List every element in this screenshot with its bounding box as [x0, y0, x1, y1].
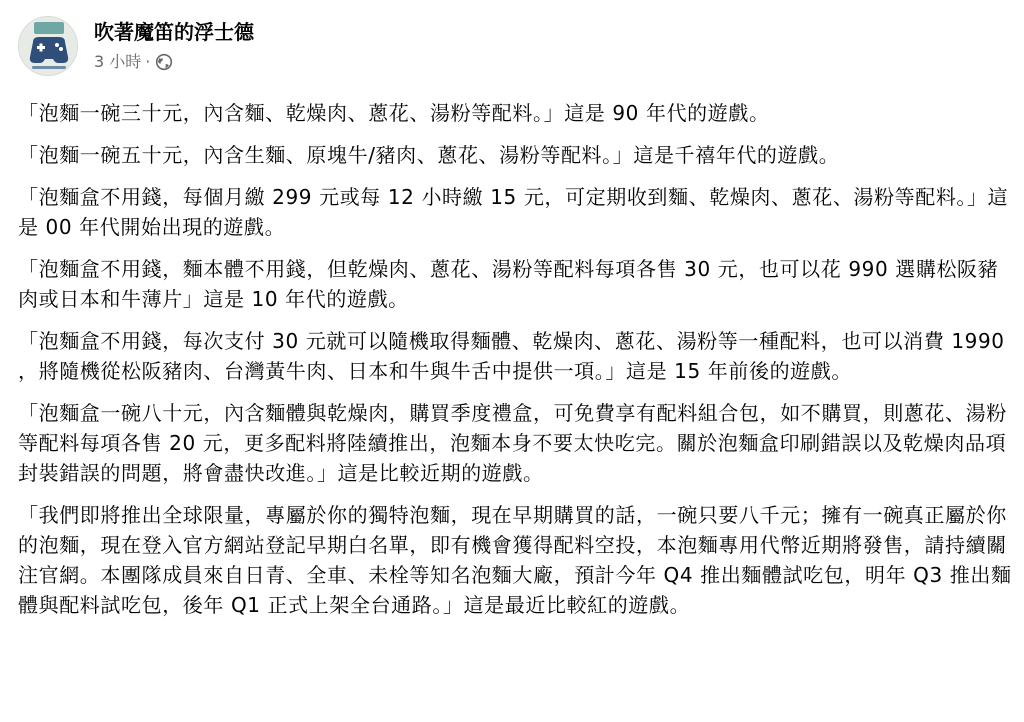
post-paragraph-6: 「泡麵盒一碗八十元，內含麵體與乾燥肉，購買季度禮盒，可免費享有配料組合包，如不購買，則蔥花、湯粉等配料每項各售 20 元，更多配料將陸續推出，泡麵本身不要太快吃完。關於泡麵盒印刷錯誤以及乾燥肉品項封裝錯誤的問題，將會盡快改進。」這是比較近期的遊戲。 [18, 401, 1007, 485]
gamepad-icon [19, 17, 78, 76]
globe-icon[interactable] [155, 53, 173, 71]
avatar[interactable] [18, 16, 78, 76]
meta-separator: · [145, 52, 151, 71]
post-paragraph-4: 「泡麵盒不用錢，麵本體不用錢，但乾燥肉、蔥花、湯粉等配料每項各售 30 元，也可以花 990 選購松阪豬肉或日本和牛薄片」這是 10 年代的遊戲。 [18, 257, 999, 311]
post-header [18, 14, 254, 78]
timestamp[interactable]: 3 小時 [94, 52, 142, 71]
post-paragraph-2: 「泡麵一碗五十元，內含生麵、原塊牛/豬肉、蔥花、湯粉等配料。」這是千禧年代的遊戲。 [18, 143, 840, 167]
post-paragraph-7: 「我們即將推出全球限量，專屬於你的獨特泡麵，現在早期購買的話，一碗只要八千元；擁有一碗真正屬於你的泡麵，現在登入官方網站登記早期白名單，即有機會獲得配料空投，本泡麵專用代幣近期將發售，請持續關注官網。本團隊成員來自日青、全車、未栓等知名泡麵大廠，預計今年 Q4 推出麵體試吃包，明年 Q3 推出麵體與配料試吃包，後年 Q1 正式上架全台通路。」這是最近比較紅的遊戲。 [18, 503, 1012, 617]
post-body [18, 98, 1014, 632]
post-paragraph-1: 「泡麵一碗三十元，內含麵、乾燥肉、蔥花、湯粉等配料。」這是 90 年代的遊戲。 [18, 101, 770, 125]
page-name[interactable]: 吹著魔笛的浮士德 [94, 20, 254, 44]
post-meta [94, 50, 254, 74]
post-paragraph-5: 「泡麵盒不用錢，每次支付 30 元就可以隨機取得麵體、乾燥肉、蔥花、湯粉等一種配料，也可以消費 1990 ，將隨機從松阪豬肉、台灣黃牛肉、日本和牛與牛舌中提供一項。」這是 15 年前後的遊戲。 [18, 329, 1005, 383]
post-paragraph-3: 「泡麵盒不用錢，每個月繳 299 元或每 12 小時繳 15 元，可定期收到麵、乾燥肉、蔥花、湯粉等配料。」這是 00 年代開始出現的遊戲。 [18, 185, 1009, 239]
